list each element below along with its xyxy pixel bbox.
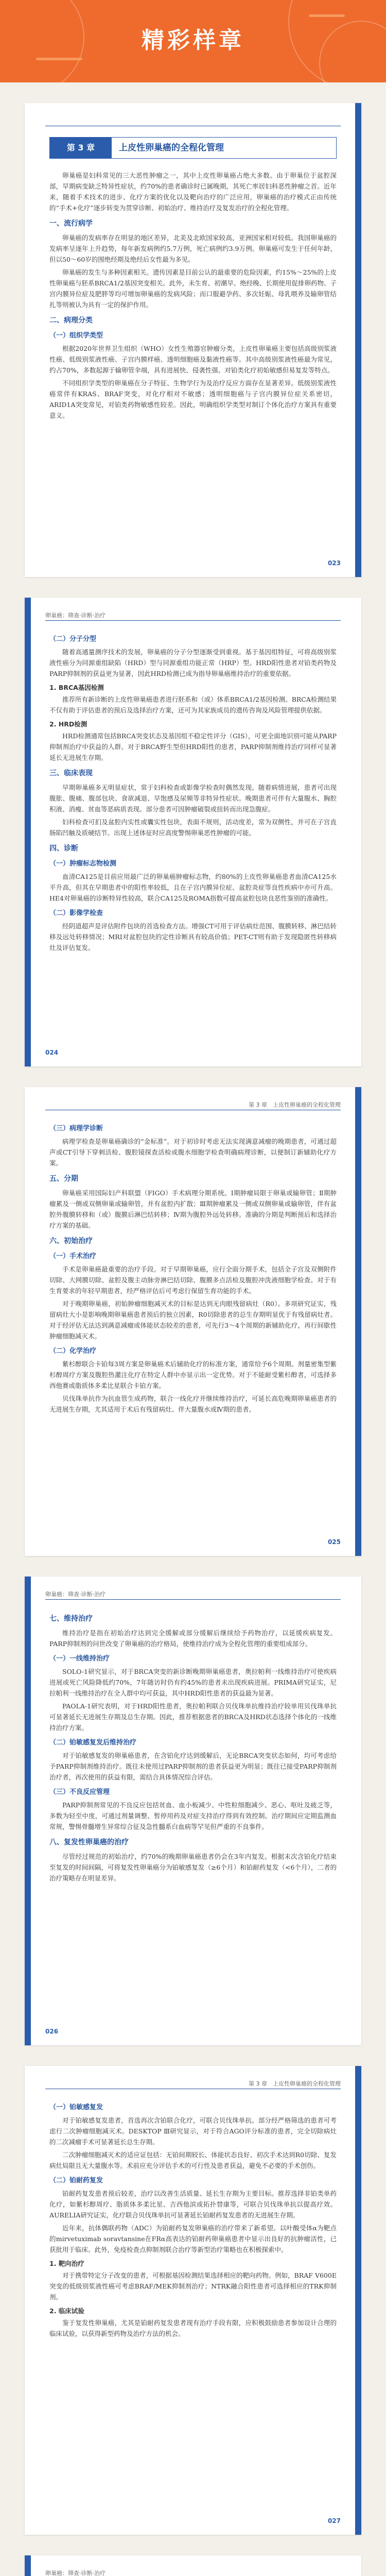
section-heading: 二、病理分类 bbox=[49, 316, 93, 325]
section-heading: 三、临床表现 bbox=[49, 769, 93, 777]
paragraph: 贝伐珠单抗作为抗血管生成药物，联合一线化疗并继续维持治疗，可延长高危晚期卵巢癌患者的无进展生存期，尤其适用于术后有残留病灶、伴大量腹水或Ⅳ期的患者。 bbox=[49, 1395, 337, 1413]
header-banner bbox=[0, 0, 386, 82]
page-number: 024 bbox=[45, 1049, 59, 1056]
paragraph: 鉴于复发性卵巢癌，尤其是铂耐药复发患者现有治疗手段有限，应积极鼓励患者参加设计合理的临床试验，以获得新型药物及治疗方法的机会。 bbox=[49, 2319, 337, 2337]
running-head: 卵巢癌：筛查·诊断·治疗 bbox=[45, 2570, 106, 2576]
section-heading: 七、维持治疗 bbox=[49, 1615, 93, 1623]
text-blocks bbox=[49, 634, 337, 953]
section-heading: （三）病理学诊断 bbox=[49, 1125, 103, 1132]
paragraph: PARP抑制剂常见的不良反应包括贫血、血小板减少、中性粒细胞减少、恶心、呕吐及疲乏等，多数为轻至中度，可通过剂量调整、暂停用药及对症支持治疗得到有效控制。治疗期间应定期监测血常规，警惕骨髓增生异常综合征及急性髓系白血病等罕见但严重的不良事件。 bbox=[49, 1801, 337, 1831]
paragraph: 近年来，抗体偶联药物（ADC）为铂耐药复发卵巢癌的治疗带来了新希望。以叶酸受体α为靶点的mirvetuximab soravtansine在FRα高表达的铂耐药卵巢癌患者中显示出良好的抗肿瘤活性，已获批用于临床。此外，免疫检查点抑制剂联合治疗等新型治疗策略也在积极探索中。 bbox=[49, 2224, 337, 2253]
section-heading: （二）影像学检查 bbox=[49, 909, 103, 917]
section-heading: （一）手术治疗 bbox=[49, 1252, 97, 1260]
section-heading: （二）铂耐药复发 bbox=[49, 2177, 103, 2184]
chapter-heading bbox=[49, 137, 337, 159]
book-page bbox=[25, 598, 361, 1066]
paragraph: 妇科检查可扪及盆腔内实性或囊实性包块，表面不规则，活动度差，常为双侧性，并可在子宫直肠陷凹触及质硬结节。出现上述体征时应高度警惕卵巢恶性肿瘤的可能。 bbox=[49, 818, 337, 837]
paragraph: 不同组织学类型的卵巢癌在分子特征、生物学行为及治疗反应方面存在显著差异。低级别浆液性癌常伴有KRAS、BRAF突变，对化疗相对不敏感；透明细胞癌与子宫内膜异位症关系密切，ARID1A突变常见，对铂类药物敏感性较差。因此，明确组织学类型对制订个体化治疗方案具有重要意义。 bbox=[49, 379, 337, 419]
section-heading: 1. BRCA基因检测 bbox=[49, 684, 104, 691]
page-content bbox=[49, 1608, 337, 1886]
chapter-title: 上皮性卵巢癌的全程化管理 bbox=[119, 143, 224, 153]
running-head: 卵巢癌：筛查·诊断·治疗 bbox=[45, 612, 106, 619]
paragraph: 血清CA125是目前应用最广泛的卵巢癌肿瘤标志物，约80%的上皮性卵巢癌患者血清CA125水平升高，但其在早期患者中的阳性率较低，且在子宫内膜异位症、盆腔炎症等良性疾病中亦可升高。HE4对卵巢癌的诊断特异性较高，联合CA125及ROMA指数可提高盆腔包块良恶性鉴别的准确性。 bbox=[49, 873, 337, 902]
section-heading: （一）铂敏感复发 bbox=[49, 2104, 103, 2111]
paragraph: 推荐所有新诊断的上皮性卵巢癌患者进行胚系和（或）体系BRCA1/2基因检测。BRCA检测结果不仅有助于评估患者的预后及选择治疗方案，还可为其家族成员的遗传咨询及风险管理提供依据。 bbox=[49, 696, 337, 714]
banner-title: 精彩样章 bbox=[142, 27, 244, 54]
decor-bar bbox=[309, 14, 345, 17]
paragraph: 随着高通量测序技术的发展，卵巢癌的分子分型逐渐受到重视。基于基因组特征，可将高级别浆液性癌分为同源重组缺陷（HRD）型与同源重组功能正常（HRP）型。HRD阳性患者对铂类药物及PARP抑制剂的获益更为显著，因此HRD检测已成为指导卵巢癌维持治疗的重要依据。 bbox=[49, 648, 337, 677]
paragraph: 对于携带特定分子改变的患者，可根据基因检测结果选择相应的靶向药物。例如，BRAF V600E突变的低级别浆液性癌可考虑BRAF/MEK抑制剂治疗；NTRK融合阳性患者可选择相应的TRK抑制剂。 bbox=[49, 2272, 337, 2301]
running-head: 第 3 章 上皮性卵巢癌的全程化管理 bbox=[249, 1101, 341, 1108]
section-heading: 2. 临床试验 bbox=[49, 2307, 84, 2315]
paragraph: 对于铂敏感复发的卵巢癌患者，在含铂化疗达到缓解后，无论BRCA突变状态如何，均可考虑给予PARP抑制剂维持治疗。既往未使用过PARP抑制剂的患者获益更为明显；既往已接受PARP抑制剂治疗者，再次使用的获益有限，需结合具体情况综合评估。 bbox=[49, 1752, 337, 1781]
paragraph: 铂耐药复发患者预后较差，治疗以改善生活质量、延长生存期为主要目标。推荐选择非铂类单药化疗，如紫杉醇周疗、脂质体多柔比星、吉西他滨或拓扑替康等，可联合贝伐珠单抗以提高疗效。AURELIA研究证实，化疗联合贝伐珠单抗可显著延长铂耐药复发患者的无进展生存期。 bbox=[49, 2190, 337, 2219]
page-content bbox=[49, 135, 337, 423]
chapter-number: 第 3 章 bbox=[50, 138, 112, 158]
section-heading: （一）组织学类型 bbox=[49, 332, 103, 340]
paragraph: 卵巢癌是妇科常见的三大恶性肿瘤之一，其中上皮性卵巢癌占绝大多数。由于卵巢位于盆腔深部，早期病变缺乏特异性症状，约70%的患者确诊时已属晚期，其死亡率居妇科恶性肿瘤之首。近年来，随着手术技术的进步、化疗方案的优化以及靶向治疗的广泛应用，卵巢癌的治疗模式正由传统的“手术+化疗”逐步转变为贯穿诊断、初始治疗、维持治疗及复发治疗的全程化管理。 bbox=[49, 172, 337, 212]
paragraph: 早期卵巢癌多无明显症状，常于妇科检查或影像学检查时偶然发现。随着病情进展，患者可出现腹胀、腹痛、腹部包块、食欲减退、早饱感及尿频等非特异性症状。晚期患者可伴有大量腹水、胸腔积液、消瘦、贫血等恶病质表现。部分患者可因肿瘤破裂或扭转而出现急腹症。 bbox=[49, 784, 337, 813]
section-heading: 八、复发性卵巢癌的治疗 bbox=[49, 1838, 129, 1846]
paragraph: 病理学检查是卵巢癌确诊的“金标准”。对于初诊时考虑无法实现满意减瘤的晚期患者，可通过超声或CT引导下穿刺活检、腹腔镜探查活检或腹水细胞学检查明确病理诊断，以便制订新辅助化疗方案。 bbox=[49, 1138, 337, 1167]
paragraph: 卵巢癌的发生与多种因素相关。遗传因素是目前公认的最重要的危险因素，约15%～25%的上皮性卵巢癌与胚系BRCA1/2基因突变相关。此外，未生育、初潮早、绝经晚、长期使用促排卵药物、子宫内膜异位症及肥胖等均可增加卵巢癌的发病风险；而口服避孕药、多次妊娠、母乳喂养及输卵管结扎等则被认为具有一定的保护作用。 bbox=[49, 268, 337, 309]
section-heading: （一）一线维持治疗 bbox=[49, 1655, 110, 1663]
paragraph: 紫杉醇联合卡铂每3周方案是卵巢癌术后辅助化疗的标准方案，通常给予6个周期。剂量密集型紫杉醇周疗方案及腹腔热灌注化疗在特定人群中亦显示出一定优势。对于不能耐受紫杉醇者，可选择多西他赛或脂质体多柔比星联合卡铂方案。 bbox=[49, 1360, 337, 1389]
paragraph: SOLO-1研究显示，对于BRCA突变的新诊断晚期卵巢癌患者，奥拉帕利一线维持治疗可使疾病进展或死亡风险降低约70%，7年随访时仍有约45%的患者未出现疾病进展。PRIMA研究证实，尼拉帕利一线维持治疗在全人群中均可获益，其中HRD阳性患者的获益最为显著。 bbox=[49, 1668, 337, 1697]
page-edge-bar bbox=[355, 103, 361, 577]
section-heading: 1. 靶向治疗 bbox=[49, 2260, 84, 2267]
section-heading: 四、诊断 bbox=[49, 844, 78, 853]
page-number: 027 bbox=[327, 2517, 341, 2524]
book-page bbox=[25, 2555, 361, 2576]
paragraph: 二次肿瘤细胞减灭术的适应证包括：无铂间期较长、体能状态良好、初次手术达到R0切除、复发病灶局限且无大量腹水等。术前应充分评估手术的可行性及患者获益，避免不必要的手术创伤。 bbox=[49, 2151, 337, 2170]
paragraph: HRD检测通常包括BRCA突变状态及基因组不稳定性评分（GIS），可更全面地识别可能从PARP抑制剂治疗中获益的人群。对于BRCA野生型但HRD阳性的患者，PARP抑制剂维持治疗同样可显著延长无进展生存期。 bbox=[49, 732, 337, 761]
page-content bbox=[49, 2098, 337, 2341]
section-heading: （一）肿瘤标志物检测 bbox=[49, 860, 117, 868]
section-heading: 六、初始治疗 bbox=[49, 1237, 93, 1245]
section-heading: （三）不良反应管理 bbox=[49, 1788, 110, 1796]
page-edge-bar bbox=[25, 2555, 31, 2576]
paragraph: PAOLA-1研究表明，对于HRD阳性患者，奥拉帕利联合贝伐珠单抗维持治疗较单用贝伐珠单抗可显著延长无进展生存期及总生存期。因此，推荐根据患者的BRCA及HRD状态选择个体化的一线维持治疗方案。 bbox=[49, 1702, 337, 1732]
section-heading: （二）铂敏感复发后维持治疗 bbox=[49, 1739, 137, 1747]
paragraph: 对于晚期卵巢癌，初始肿瘤细胞减灭术的目标是达到无肉眼残留病灶（R0）。多项研究证实，残留病灶大小是影响晚期卵巢癌患者预后的独立因素，R0切除患者的总生存期明显优于有残留病灶者。对于经评估无法达到满意减瘤或体能状态较差的患者，可先行3～4个周期的新辅助化疗，再行间歇性肿瘤细胞减灭术。 bbox=[49, 1300, 337, 1340]
section-heading: （二）分子分型 bbox=[49, 635, 97, 643]
page-number: 025 bbox=[327, 1538, 341, 1546]
page-content bbox=[49, 1119, 337, 1417]
paragraph: 维持治疗是指在初始治疗达到完全缓解或部分缓解后继续给予药物治疗，以延缓疾病复发。PARP抑制剂的问世改变了卵巢癌的治疗格局，使维持治疗成为全程化管理的重要组成部分。 bbox=[49, 1629, 337, 1648]
header-rule bbox=[45, 1599, 341, 1600]
page-edge-bar bbox=[25, 598, 31, 1066]
header-rule bbox=[45, 620, 341, 621]
paragraph: 尽管经过规范的初始治疗，约70%的晚期卵巢癌患者仍会在3年内复发。根据末次含铂化疗结束至复发的时间间隔，可将复发性卵巢癌分为铂敏感复发（≥6个月）和铂耐药复发（<6个月），二者的治疗策略存在明显差异。 bbox=[49, 1853, 337, 1882]
section-heading: 2. HRD检测 bbox=[49, 720, 87, 728]
text-blocks bbox=[49, 1123, 337, 1415]
decor-bar bbox=[36, 58, 82, 60]
book-page bbox=[25, 2066, 361, 2535]
page-content bbox=[49, 630, 337, 955]
paragraph: 对于铂敏感复发患者，首选再次含铂联合化疗，可联合贝伐珠单抗。部分经严格筛选的患者可考虑行二次肿瘤细胞减灭术。DESKTOP Ⅲ研究显示，对于符合AGO评分标准的患者，完全切除病灶的二次减瘤手术可显著延长总生存期。 bbox=[49, 2116, 337, 2146]
paragraph: 卵巢癌采用国际妇产科联盟（FIGO）手术病理分期系统。Ⅰ期肿瘤局限于卵巢或输卵管；Ⅱ期肿瘤累及一侧或双侧卵巢或输卵管，并有盆腔内扩散；Ⅲ期肿瘤累及一侧或双侧卵巢或输卵管，伴有盆腔外腹膜转移和（或）腹膜后淋巴结转移；Ⅳ期为腹腔外远处转移。准确的分期是判断预后和选择治疗方案的基础。 bbox=[49, 1189, 337, 1229]
book-page bbox=[25, 1087, 361, 1556]
page-edge-bar bbox=[355, 1087, 361, 1556]
text-blocks bbox=[49, 2102, 337, 2339]
page-edge-bar bbox=[25, 1577, 31, 2045]
running-head: 第 3 章 上皮性卵巢癌的全程化管理 bbox=[249, 2080, 341, 2087]
paragraph: 卵巢癌的发病率存在明显的地区差异，北美及北欧国家较高，亚洲国家相对较低。我国卵巢癌的发病率呈逐年上升趋势，每年新发病例约5.7万例，死亡病例约3.9万例。卵巢癌可发生于任何年龄，但以50～60岁的围绝经期及绝经后女性最为多见。 bbox=[49, 234, 337, 263]
paragraph: 经阴道超声是评估附件包块的首选检查方法。增强CT可用于评估病灶范围、腹膜转移、淋巴结转移及远处转移情况；MRI对盆腔包块的定性诊断具有较高价值；PET-CT则有助于发现隐匿性转移病灶及评估复发。 bbox=[49, 922, 337, 952]
text-blocks bbox=[49, 1614, 337, 1884]
paragraph: 根据2020年世界卫生组织（WHO）女性生殖器官肿瘤分类，上皮性卵巢癌主要包括高级别浆液性癌、低级别浆液性癌、子宫内膜样癌、透明细胞癌及黏液性癌等。其中高级别浆液性癌最为常见，约占70%，多数起源于输卵管伞端，具有进展快、侵袭性强、对铂类化疗初始敏感但易复发等特点。 bbox=[49, 345, 337, 374]
section-heading: 一、流行病学 bbox=[49, 219, 93, 228]
page-edge-bar bbox=[355, 2066, 361, 2535]
page-number: 023 bbox=[327, 560, 341, 567]
running-head: 卵巢癌：筛查·诊断·治疗 bbox=[45, 1591, 106, 1598]
paragraph: 手术是卵巢癌最重要的治疗手段。对于早期卵巢癌，应行全面分期手术，包括全子宫及双侧附件切除、大网膜切除、盆腔及腹主动脉旁淋巴结切除、腹膜多点活检及腹腔冲洗液细胞学检查。对于有生育要求的年轻早期患者，经严格评估后可考虑行保留生育功能的手术。 bbox=[49, 1265, 337, 1295]
section-heading: （二）化学治疗 bbox=[49, 1347, 97, 1355]
text-blocks bbox=[49, 170, 337, 421]
page-number: 026 bbox=[45, 2028, 59, 2035]
section-heading: 五、分期 bbox=[49, 1175, 78, 1183]
book-page bbox=[25, 1577, 361, 2045]
book-page bbox=[25, 103, 361, 577]
